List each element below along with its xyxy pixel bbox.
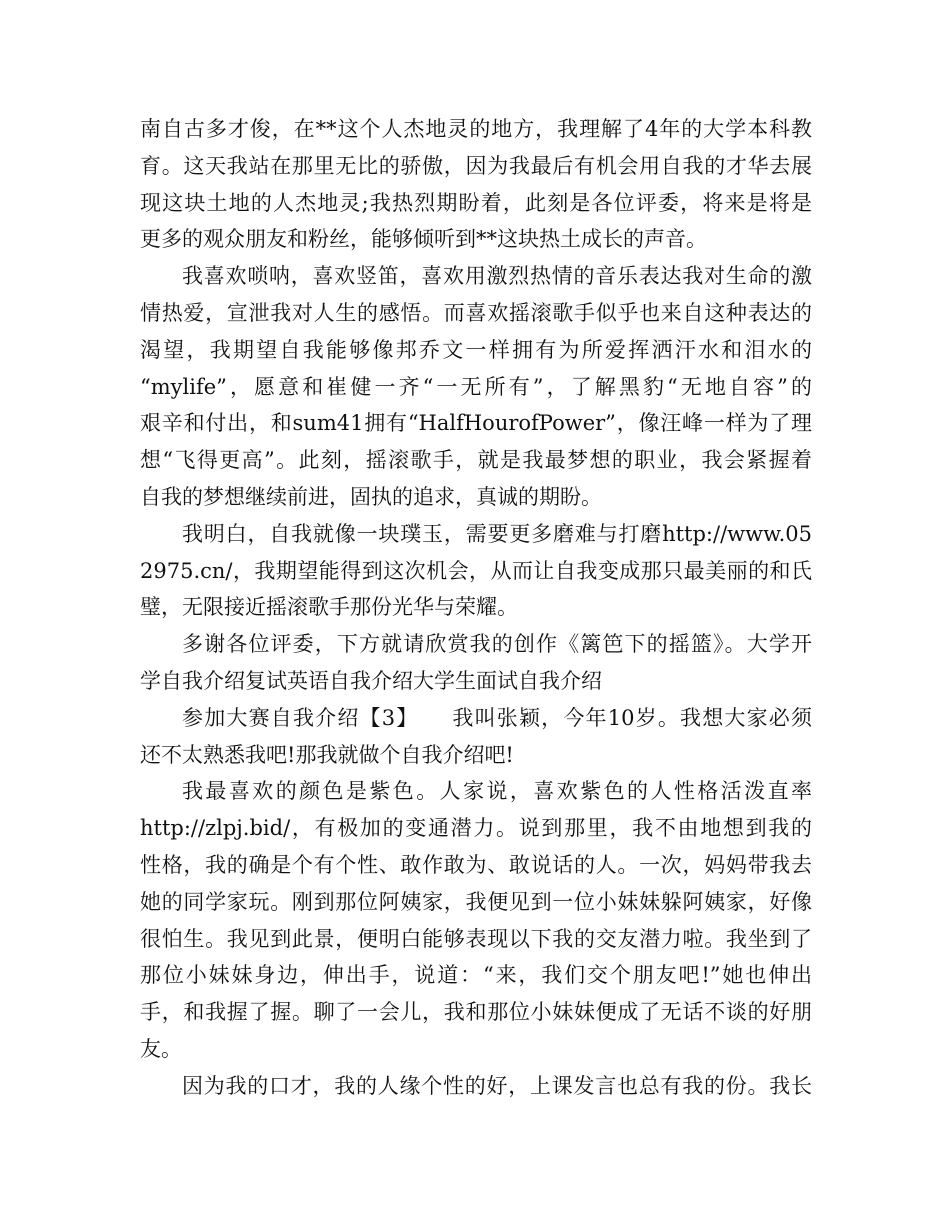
text-line: 想“飞得更高”。此刻，摇滚歌手，就是我最梦想的职业，我会紧握着	[140, 448, 812, 473]
text-line: “mylife”，愿意和崔健一齐“一无所有”，了解黑豹“无地自容”的	[140, 374, 812, 399]
text-line: 艰辛和付出，和sum41拥有“HalfHourofPower”，像汪峰一样为了理	[140, 411, 812, 436]
text-line: 更多的观众朋友和粉丝，能够倾听到**这块热土成长的声音。	[140, 227, 707, 252]
text-line: 璧，无限接近摇滚歌手那份光华与荣耀。	[140, 595, 518, 620]
text-line: 多谢各位评委，下方就请欣赏我的创作《篱笆下的摇篮》。大学开	[182, 632, 812, 657]
text-line: 手，和我握了握。聊了一会儿，我和那位小妹妹便成了无话不谈的好朋	[140, 1000, 812, 1025]
text-line: 学自我介绍复试英语自我介绍大学生面试自我介绍	[140, 668, 602, 693]
text-line: 育。这天我站在那里无比的骄傲，因为我最后有机会用自我的才华去展	[140, 153, 812, 178]
text-line: 性格，我的确是个有个性、敢作敢为、敢说话的人。一次，妈妈带我去	[140, 852, 812, 877]
text-line: 因为我的口才，我的人缘个性的好，上课发言也总有我的份。我长	[182, 1073, 812, 1098]
text-line: 我最喜欢的颜色是紫色。人家说，喜欢紫色的人性格活泼直率	[182, 779, 812, 804]
text-line: 南自古多才俊，在**这个人杰地灵的地方，我理解了4年的大学本科教	[140, 117, 812, 141]
text-line: http://zlpj.bid/，有极加的变通潜力。说到那里，我不由地想到我的	[140, 816, 812, 841]
document-body	[140, 111, 812, 1105]
text-line: 那位小妹妹身边，伸出手，说道：“来，我们交个朋友吧!”她也伸出	[140, 963, 812, 988]
text-line: 很怕生。我见到此景，便明白能够表现以下我的交友潜力啦。我坐到了	[140, 926, 812, 951]
text-line: 自我的梦想继续前进，固执的追求，真诚的期盼。	[140, 484, 602, 509]
text-line: 渴望，我期望自我能够像邦乔文一样拥有为所爱挥洒汗水和泪水的	[140, 337, 812, 362]
text-line: 情热爱，宣泄我对人生的感悟。而喜欢摇滚歌手似乎也来自这种表达的	[140, 300, 812, 325]
text-line: 现这块土地的人杰地灵;我热烈期盼着，此刻是各位评委，将来是将是	[140, 190, 812, 215]
text-line: 参加大赛自我介绍【3】 我叫张颖，今年10岁。我想大家必须	[182, 705, 812, 730]
text-line: 2975.cn/，我期望能得到这次机会，从而让自我变成那只最美丽的和氏	[140, 558, 812, 583]
text-line: 她的同学家玩。刚到那位阿姨家，我便见到一位小妹妹躲阿姨家，好像	[140, 889, 812, 914]
text-line: 友。	[140, 1036, 182, 1061]
text-line: 我喜欢唢呐，喜欢竖笛，喜欢用激烈热情的音乐表达我对生命的激	[182, 264, 812, 289]
text-line: 我明白，自我就像一块璞玉，需要更多磨难与打磨http://www.05	[182, 521, 812, 546]
text-line: 还不太熟悉我吧!那我就做个自我介绍吧!	[140, 742, 514, 767]
